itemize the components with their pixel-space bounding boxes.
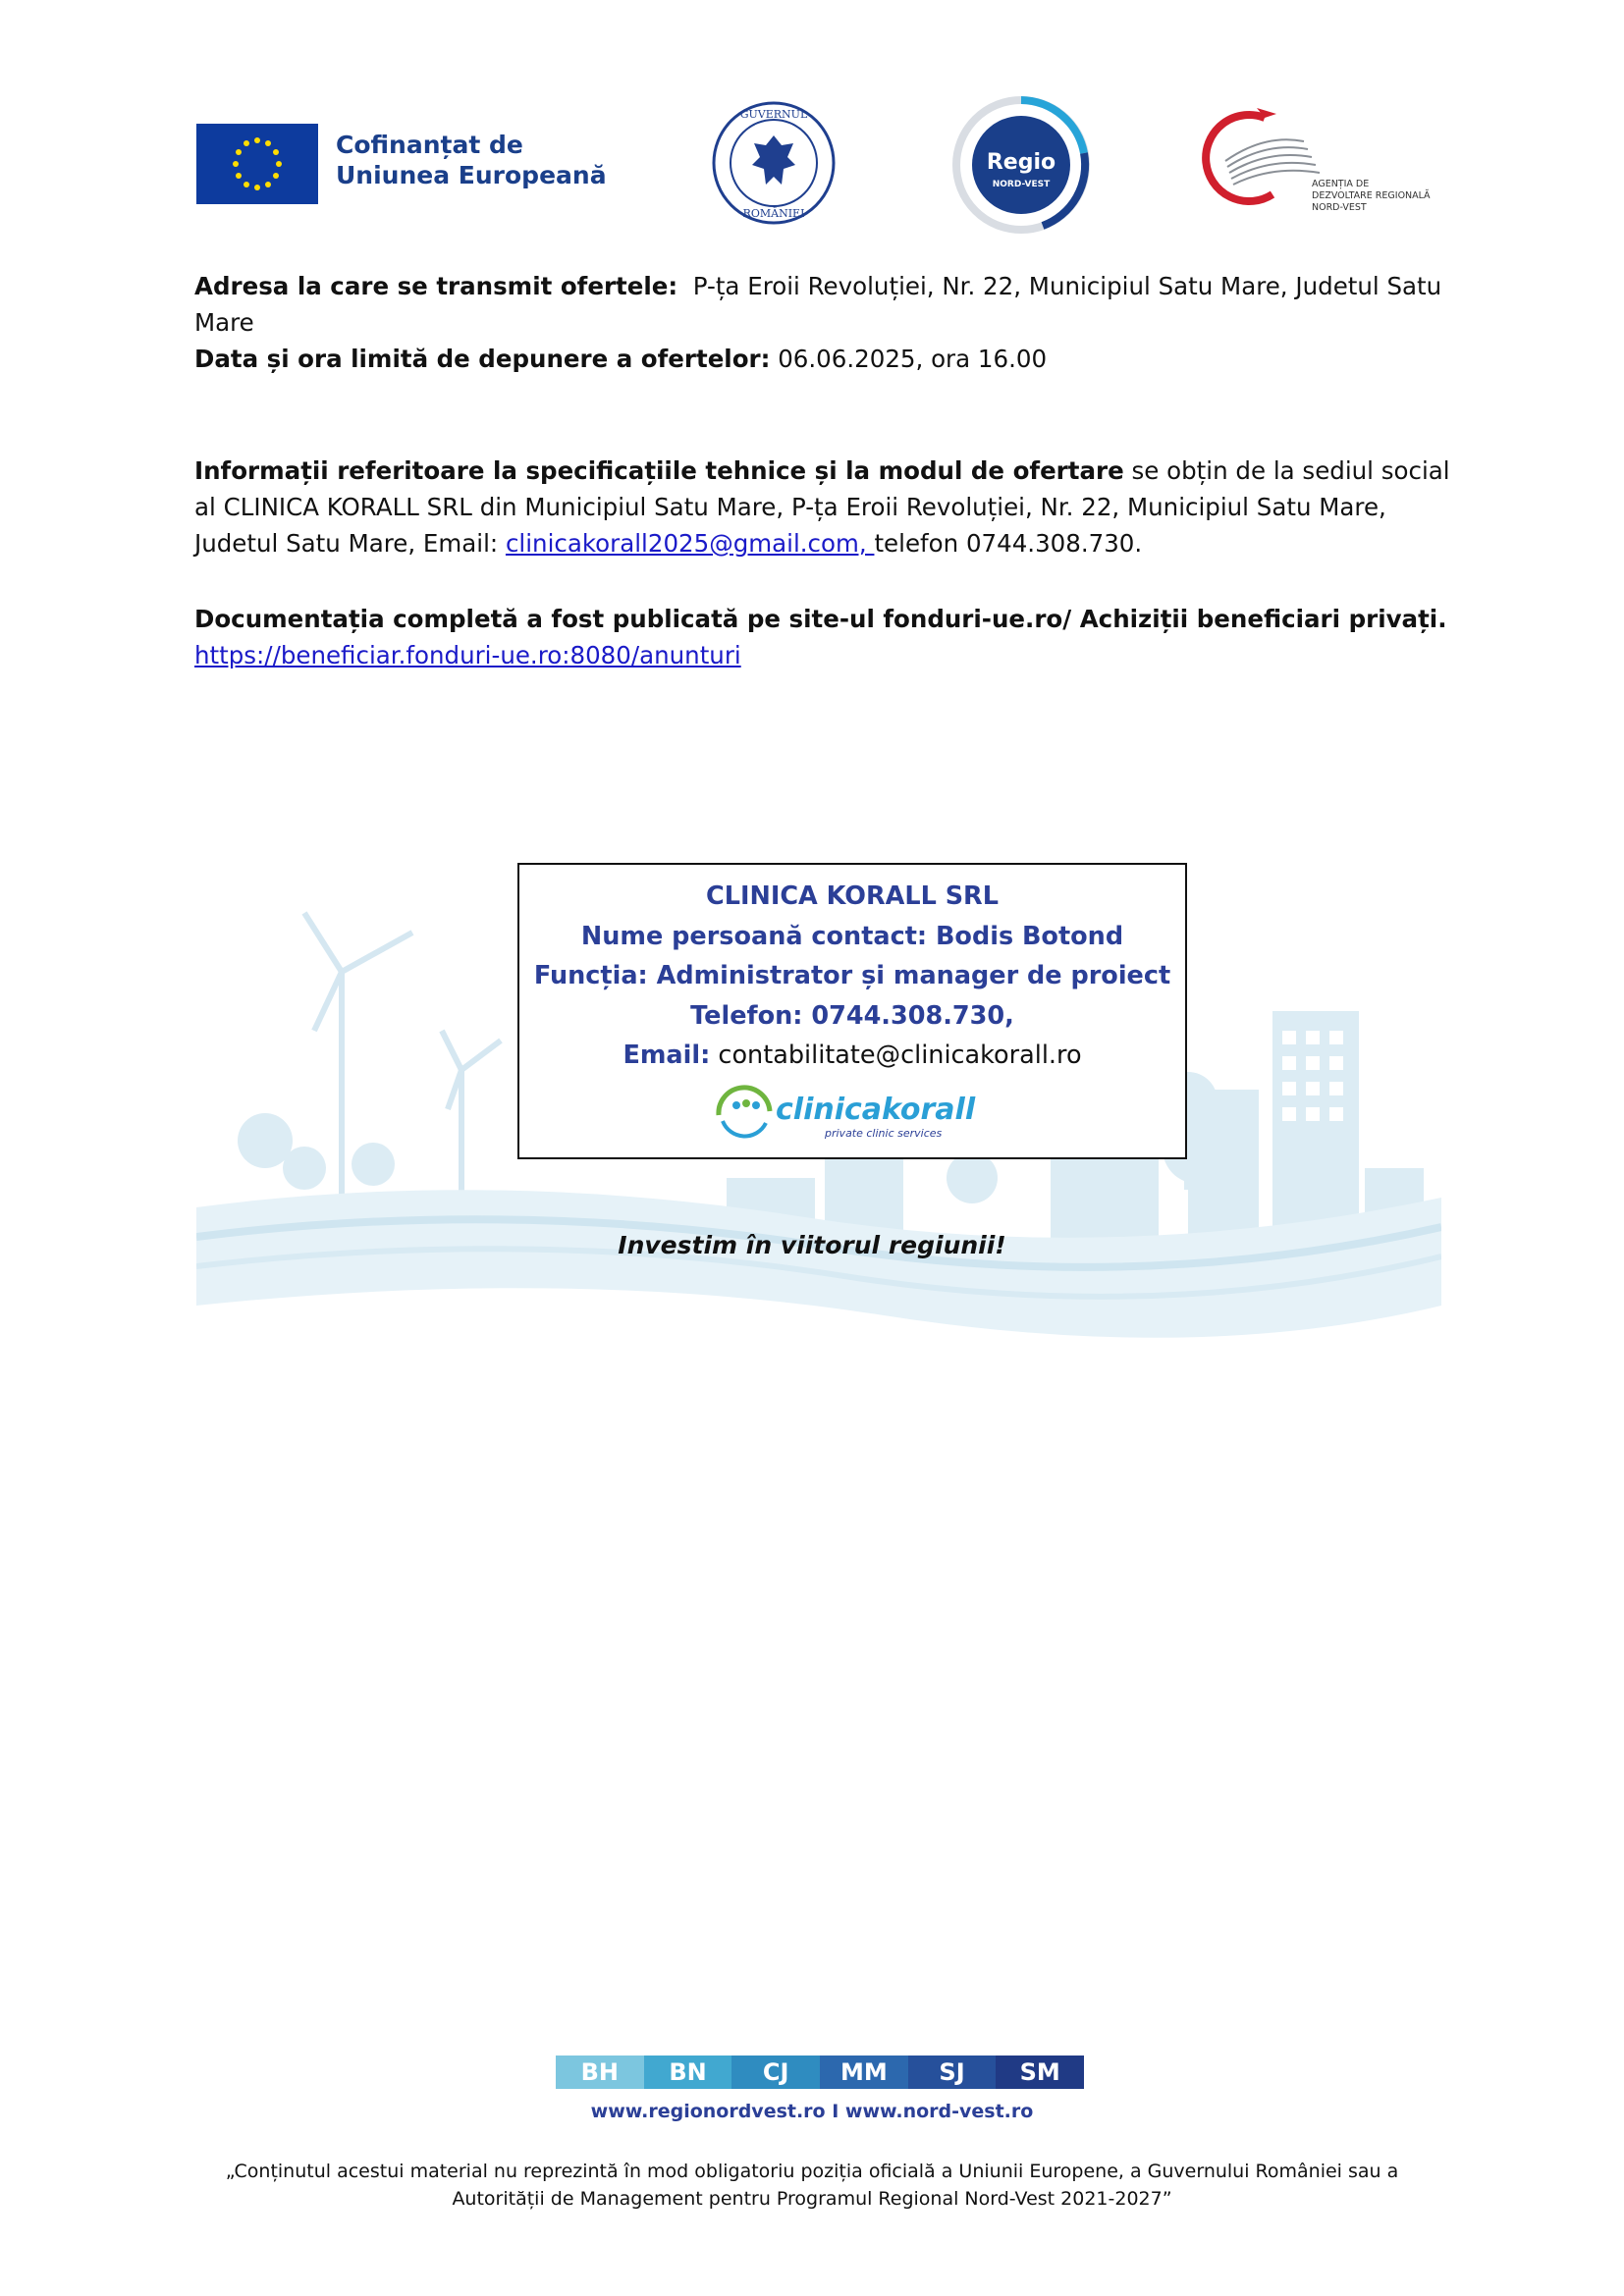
clinicakorall-logo [715,1082,990,1145]
offer-address-label: Adresa la care se transmit ofertele: [194,272,678,300]
gov-seal-top-text: GUVERNUL [739,108,808,121]
adr-nord-vest-logo [1196,104,1441,222]
clinic-logo-main: clinicakorall [776,1092,976,1127]
footer-websites[interactable]: www.regionordvest.ro I www.nord-vest.ro [590,2101,1034,2122]
contact-phone-text: telefon 0744.308.730. [874,529,1143,558]
contact-email-link[interactable]: clinicakorall2025@gmail.com, [505,529,875,558]
adr-line2: DEZVOLTARE REGIONALĂ [1312,190,1431,201]
eu-cofinancing-label [336,130,607,190]
county-bar [556,2056,1084,2089]
offer-deadline-label: Data și ora limită de depunere a ofertelor: [194,345,771,373]
regio-sub: NORD-VEST [992,180,1051,189]
documentation-paragraph [194,601,1451,673]
technical-info-text: se obțin de la sediul social al CLINICA KORALL SRL din Municipiul Satu Mare, P-ța Eroii Revoluției, Nr. 22, Municipiul Satu Mare, Judetul Satu Mare, Email: [194,456,1450,558]
contact-person: Nume persoană contact: Bodis Botond [580,921,1124,951]
offer-deadline [194,341,1451,377]
gov-seal-bottom-text: ROMÂNIEI [742,207,805,220]
contact-email-label: Email: [623,1041,711,1070]
technical-info-bold: Informații referitoare la specificațiile tehnice și la modul de ofertare [194,456,1124,485]
county-cj: CJ [731,2056,820,2089]
eu-flag-logo [196,124,318,204]
offer-address [194,268,1451,341]
eu-stars-icon [196,124,318,204]
county-bh: BH [556,2056,644,2089]
romanian-government-seal [711,100,837,226]
contact-phone: Telefon: 0744.308.730, [690,1000,1014,1031]
contact-box [517,863,1187,1159]
documentation-url-link[interactable]: https://beneficiar.fonduri-ue.ro:8080/anunturi [194,641,741,669]
regio-nord-vest-logo [948,96,1094,234]
adr-line1: AGENȚIA DE [1312,179,1370,189]
slogan: Investim în viitorul regiunii! [618,1231,1006,1259]
contact-role: Funcția: Administrator și manager de proiect [533,961,1171,990]
adr-line3: NORD-VEST [1312,202,1367,213]
contact-email [519,1036,1185,1076]
documentation-text: Documentația completă a fost publicată pe site-ul fonduri-ue.ro/ Achiziții beneficiari privați. [194,605,1447,633]
offer-address-value: P-ța Eroii Revoluției, Nr. 22, Municipiul Satu Mare, Judetul Satu Mare [194,272,1442,337]
county-mm: MM [820,2056,908,2089]
contact-email-value: contabilitate@clinicakorall.ro [710,1041,1082,1070]
county-sm: SM [996,2056,1084,2089]
clinic-logo-sub: private clinic services [825,1126,943,1140]
county-sj: SJ [908,2056,997,2089]
eu-label-line2: Uniunea Europeană [336,161,607,189]
footer-disclaimer: „Conținutul acestui material nu reprezintă în mod obligatoriu poziția oficială a Uniunii Europene, a Guvernului României sau a Autorității de Management pentru Programul Regional Nord-Vest 2021-2027” [225,2161,1399,2210]
county-bn: BN [644,2056,732,2089]
contact-company: CLINICA KORALL SRL [706,881,999,911]
offer-deadline-value: 06.06.2025, ora 16.00 [778,345,1048,373]
eu-label-line1: Cofinanțat de [336,131,523,159]
regio-name: Regio [986,150,1056,175]
technical-info-paragraph [194,453,1451,561]
